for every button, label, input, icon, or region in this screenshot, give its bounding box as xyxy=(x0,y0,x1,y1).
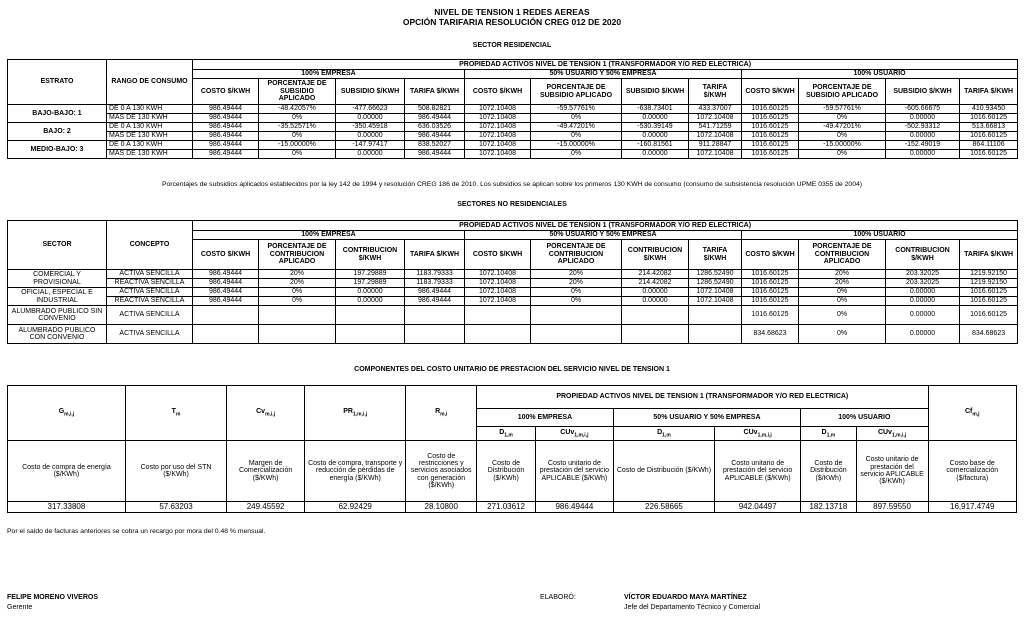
cell-porcentaje: 0% xyxy=(259,132,336,141)
cell-tarifa xyxy=(689,306,742,325)
value-cuv3: 897.59550 xyxy=(856,502,928,513)
cell-porcentaje: 0% xyxy=(799,132,886,141)
desc-cuv2: Costo unitario de prestación del servicio APLICABLE ($/KWh) xyxy=(715,441,801,502)
cell-porcentaje: 0% xyxy=(799,297,886,306)
desc-cuv3: Costo unitario de prestación del servicio APLICABLE ($/KWh) xyxy=(856,441,928,502)
cell-porcentaje: 20% xyxy=(799,279,886,288)
concepto-cell: ACTIVA SENCILLA xyxy=(107,288,193,297)
subcol-porcentaje: PORCENTAJE DE CONTRIBUCION APLICADO xyxy=(259,240,336,270)
cell-costo: 1016.60125 xyxy=(742,297,799,306)
rango-cell: MAS DE 130 KWH xyxy=(107,114,193,123)
cell-tarifa: 508.82821 xyxy=(405,105,465,114)
cell-costo: 1016.60125 xyxy=(742,141,799,150)
subcol-costo: COSTO $/KWH xyxy=(193,240,259,270)
sym-pr: $PR_{1,m,i,j}$ xyxy=(305,386,406,441)
cell-costo: 986.49444 xyxy=(193,297,259,306)
cell-tarifa: 541.71259 xyxy=(689,123,742,132)
cell-tarifa: 1016.60125 xyxy=(960,150,1018,159)
cell-costo: 986.49444 xyxy=(193,288,259,297)
cell-porcentaje: 0% xyxy=(531,114,622,123)
cell-tarifa: 1072.10408 xyxy=(689,297,742,306)
section-title-componentes: COMPONENTES DEL COSTO UNITARIO DE PRESTACION DEL SERVICIO NIVEL DE TENSION 1 xyxy=(354,366,670,373)
group-mixto: 50% USUARIO Y 50% EMPRESA xyxy=(613,409,800,427)
col-concepto: CONCEPTO xyxy=(107,221,193,270)
cell-subsidio: 0.00000 xyxy=(886,132,960,141)
cell-porcentaje: 0% xyxy=(259,114,336,123)
subcol-subsidio: SUBSIDIO $/KWH xyxy=(622,79,689,105)
subcol-tarifa: TARIFA $/KWH xyxy=(960,240,1018,270)
subcol-tarifa: TARIFA $/KWH xyxy=(405,240,465,270)
subcol-tarifa: TARIFA $/KWH xyxy=(960,79,1018,105)
subcol-tarifa: TARIFA $/KWH xyxy=(405,79,465,105)
cell-costo: 986.49444 xyxy=(193,150,259,159)
cell-tarifa: 864.11106 xyxy=(960,141,1018,150)
cell-subsidio: -530.39149 xyxy=(622,123,689,132)
value-cuv2: 942.04497 xyxy=(715,502,801,513)
elaboro-label: ELABORÓ: xyxy=(540,594,576,601)
non-residential-tariff-table xyxy=(7,220,1018,344)
sym-cuv: CUv$_{1,m,i,j}$ xyxy=(536,427,614,441)
cell-porcentaje: -15.00000% xyxy=(799,141,886,150)
sym-d: $D_{1,m}$ xyxy=(801,427,856,441)
cell-costo: 986.49444 xyxy=(193,132,259,141)
cell-costo: 1016.60125 xyxy=(742,150,799,159)
cell-subsidio: -638.73401 xyxy=(622,105,689,114)
cell-costo xyxy=(193,325,259,344)
cell-subsidio: 0.00000 xyxy=(886,150,960,159)
cell-tarifa: 986.49444 xyxy=(405,150,465,159)
cell-costo: 1016.60125 xyxy=(742,123,799,132)
sym-cuv: CUv$_{1,m,i,j}$ xyxy=(856,427,928,441)
table-row xyxy=(8,114,1018,123)
cell-subsidio: 0.00000 xyxy=(886,114,960,123)
cell-costo: 1072.10408 xyxy=(465,105,531,114)
table-row xyxy=(8,279,1018,288)
sym-t: $T_m$ xyxy=(125,386,226,441)
cell-subsidio: -477.66623 xyxy=(336,105,405,114)
value-d3: 182.13718 xyxy=(801,502,856,513)
mora-note: Por el saldo de facturas anteriores se cobra un recargo por mora del 0.48 % mensual. xyxy=(7,528,266,535)
cell-contribucion: 0.00000 xyxy=(622,288,689,297)
table-row xyxy=(8,270,1018,279)
table-row xyxy=(8,288,1018,297)
group-usuario: 100% USUARIO xyxy=(801,409,928,427)
sector-cell: OFICIAL, ESPECIAL E INDUSTRIAL xyxy=(8,288,107,306)
cell-tarifa: 1286.52490 xyxy=(689,279,742,288)
desc-pr: Costo de compra, transporte y reducción de pérdidas de energía ($/KWh) xyxy=(305,441,406,502)
estrato-cell: BAJO-BAJO: 1 xyxy=(8,105,107,123)
subcol-tarifa: TARIFA $/KWH xyxy=(689,240,742,270)
cell-porcentaje: 0% xyxy=(259,150,336,159)
value-cuv1: 986.49444 xyxy=(536,502,614,513)
value-t: 57.63203 xyxy=(125,502,226,513)
subcol-costo: COSTO $/KWH xyxy=(742,240,799,270)
cell-costo: 1016.60125 xyxy=(742,279,799,288)
group-empresa: 100% EMPRESA xyxy=(193,70,465,79)
cell-tarifa xyxy=(405,325,465,344)
residential-tariff-table xyxy=(7,59,1018,159)
subcol-porcentaje: PORCENTAJE DE SUBSIDIO APLICADO xyxy=(531,79,622,105)
cell-contribucion: 0.00000 xyxy=(886,325,960,344)
cell-contribucion: 0.00000 xyxy=(622,297,689,306)
cell-costo: 1016.60125 xyxy=(742,306,799,325)
cell-subsidio: -152.49019 xyxy=(886,141,960,150)
cell-tarifa: 986.49444 xyxy=(405,132,465,141)
cell-porcentaje: 0% xyxy=(799,114,886,123)
desc-d1: Costo de Distribución ($/KWh) xyxy=(477,441,536,502)
cell-contribucion: 0.00000 xyxy=(886,297,960,306)
subcol-costo: COSTO $/KWH xyxy=(465,79,531,105)
cell-tarifa: 1219.92150 xyxy=(960,279,1018,288)
cell-tarifa: 838.52027 xyxy=(405,141,465,150)
subcol-porcentaje: PORCENTAJE DE SUBSIDIO APLICADO xyxy=(259,79,336,105)
cell-costo: 1072.10408 xyxy=(465,141,531,150)
cell-tarifa: 1016.60125 xyxy=(960,132,1018,141)
cell-subsidio: 0.00000 xyxy=(336,150,405,159)
rango-cell: DE 0 A 130 KWH xyxy=(107,141,193,150)
signer-right-name: VÍCTOR EDUARDO MAYA MARTÍNEZ xyxy=(624,594,747,601)
desc-cf: Costo base de comercialización ($/factura) xyxy=(928,441,1016,502)
section-title-no-residencial: SECTORES NO RESIDENCIALES xyxy=(457,201,567,208)
subcol-costo: COSTO $/KWH xyxy=(465,240,531,270)
prop-header: PROPIEDAD ACTIVOS NIVEL DE TENSION 1 (TRANSFORMADOR Y/O RED ELECTRICA) xyxy=(477,386,928,409)
cell-contribucion: 0.00000 xyxy=(336,297,405,306)
page-title: NIVEL DE TENSION 1 REDES AEREAS xyxy=(434,7,590,17)
cell-tarifa: 1072.10408 xyxy=(689,114,742,123)
cell-tarifa: 911.28847 xyxy=(689,141,742,150)
cell-costo: 1072.10408 xyxy=(465,114,531,123)
subcol-contribucion: CONTRIBUCION $/KWH xyxy=(622,240,689,270)
concepto-cell: ACTIVA SENCILLA xyxy=(107,270,193,279)
cell-tarifa xyxy=(405,306,465,325)
subcol-contribucion: CONTRIBUCION $/KWH xyxy=(886,240,960,270)
sym-cuv: CUv$_{1,m,i,j}$ xyxy=(715,427,801,441)
cell-porcentaje: -48.42057% xyxy=(259,105,336,114)
sector-cell: ALUMBRADO PUBLICO SIN CONVENIO xyxy=(8,306,107,325)
cell-porcentaje: -15.00000% xyxy=(531,141,622,150)
cell-costo xyxy=(465,306,531,325)
rango-cell: MAS DE 130 KWH xyxy=(107,132,193,141)
table-row xyxy=(8,297,1018,306)
cell-porcentaje: -49.47201% xyxy=(799,123,886,132)
subcol-subsidio: SUBSIDIO $/KWH xyxy=(886,79,960,105)
cell-costo: 986.49444 xyxy=(193,123,259,132)
cell-porcentaje: 20% xyxy=(799,270,886,279)
cell-costo: 1072.10408 xyxy=(465,270,531,279)
sym-r: $R_{m,i}$ xyxy=(406,386,477,441)
cell-costo: 1072.10408 xyxy=(465,123,531,132)
cell-tarifa: 1016.60125 xyxy=(960,114,1018,123)
cell-tarifa: 1072.10408 xyxy=(689,150,742,159)
sym-cf: $Cf_{m,j}$ xyxy=(928,386,1016,441)
cell-tarifa: 1286.52490 xyxy=(689,270,742,279)
cell-costo: 986.49444 xyxy=(193,105,259,114)
cell-contribucion: 197.29889 xyxy=(336,270,405,279)
cell-tarifa: 433.37007 xyxy=(689,105,742,114)
concepto-cell: REACTIVA SENCILLA xyxy=(107,297,193,306)
group-empresa: 100% EMPRESA xyxy=(477,409,614,427)
subcol-porcentaje: PORCENTAJE DE SUBSIDIO APLICADO xyxy=(799,79,886,105)
cell-contribucion xyxy=(622,325,689,344)
sym-d: $D_{1,m}$ xyxy=(477,427,536,441)
cell-subsidio: -605.66675 xyxy=(886,105,960,114)
subcol-costo: COSTO $/KWH xyxy=(193,79,259,105)
col-estrato: ESTRATO xyxy=(8,60,107,105)
prop-header: PROPIEDAD ACTIVOS NIVEL DE TENSION 1 (TRANSFORMADOR Y/O RED ELECTRICA) xyxy=(193,60,1018,70)
cell-tarifa: 986.49444 xyxy=(405,288,465,297)
value-g: 317.33808 xyxy=(8,502,126,513)
prop-header: PROPIEDAD ACTIVOS NIVEL DE TENSION 1 (TRANSFORMADOR Y/O RED ELECTRICA) xyxy=(193,221,1018,231)
cell-tarifa: 1016.60125 xyxy=(960,288,1018,297)
group-mixto: 50% USUARIO Y 50% EMPRESA xyxy=(465,231,742,240)
sector-cell: ALUMBRADO PUBLICO CON CONVENIO xyxy=(8,325,107,344)
subcol-subsidio: SUBSIDIO $/KWH xyxy=(336,79,405,105)
cell-tarifa: 986.49444 xyxy=(405,114,465,123)
cell-contribucion xyxy=(622,306,689,325)
cell-tarifa: 834.68623 xyxy=(960,325,1018,344)
cell-costo: 1016.60125 xyxy=(742,105,799,114)
subcol-contribucion: CONTRIBUCION $/KWH xyxy=(336,240,405,270)
sym-cv: $Cv_{m,i,j}$ xyxy=(227,386,305,441)
estrato-cell: BAJO: 2 xyxy=(8,123,107,141)
cell-costo: 986.49444 xyxy=(193,114,259,123)
cell-porcentaje xyxy=(531,325,622,344)
cell-costo: 1072.10408 xyxy=(465,297,531,306)
cell-contribucion: 203.32025 xyxy=(886,279,960,288)
value-cf: 16,917.4749 xyxy=(928,502,1016,513)
cell-subsidio: 0.00000 xyxy=(336,114,405,123)
sym-d: $D_{1,m}$ xyxy=(613,427,714,441)
estrato-cell: MEDIO-BAJO: 3 xyxy=(8,141,107,159)
desc-t: Costo por uso del STN ($/KWh) xyxy=(125,441,226,502)
concepto-cell: ACTIVA SENCILLA xyxy=(107,306,193,325)
concepto-cell: REACTIVA SENCILLA xyxy=(107,279,193,288)
cell-porcentaje: -59.57761% xyxy=(799,105,886,114)
cell-costo: 1072.10408 xyxy=(465,132,531,141)
value-pr: 62.92429 xyxy=(305,502,406,513)
cell-tarifa: 1219.92150 xyxy=(960,270,1018,279)
sector-cell: COMERCIAL Y PROVISIONAL xyxy=(8,270,107,288)
page-subtitle: OPCIÓN TARIFARIA RESOLUCIÓN CREG 012 DE 2020 xyxy=(402,17,622,27)
cell-contribucion: 203.32025 xyxy=(886,270,960,279)
cell-subsidio: 0.00000 xyxy=(336,132,405,141)
cell-tarifa: 1072.10408 xyxy=(689,288,742,297)
cell-costo: 1072.10408 xyxy=(465,279,531,288)
cell-costo: 1016.60125 xyxy=(742,288,799,297)
cell-contribucion: 0.00000 xyxy=(886,306,960,325)
cell-costo: 1016.60125 xyxy=(742,132,799,141)
cell-subsidio: -350.45918 xyxy=(336,123,405,132)
cell-porcentaje: 0% xyxy=(259,297,336,306)
cell-porcentaje: 0% xyxy=(531,132,622,141)
cell-porcentaje xyxy=(531,306,622,325)
cell-porcentaje: 20% xyxy=(259,270,336,279)
cell-porcentaje xyxy=(259,325,336,344)
cell-porcentaje xyxy=(259,306,336,325)
cell-porcentaje: 0% xyxy=(799,325,886,344)
cell-subsidio: 0.00000 xyxy=(622,150,689,159)
cell-tarifa xyxy=(689,325,742,344)
subcol-porcentaje: PORCENTAJE DE CONTRIBUCION APLICADO xyxy=(531,240,622,270)
cell-tarifa: 410.93450 xyxy=(960,105,1018,114)
cell-porcentaje: -49.47201% xyxy=(531,123,622,132)
table-row xyxy=(8,123,1018,132)
desc-g: Costo de compra de energía ($/KWh) xyxy=(8,441,126,502)
desc-d2: Costo de Distribución ($/KWh) xyxy=(613,441,714,502)
cell-subsidio: -160.81561 xyxy=(622,141,689,150)
cell-porcentaje: 0% xyxy=(259,288,336,297)
cell-costo xyxy=(193,306,259,325)
cell-contribucion: 0.00000 xyxy=(336,288,405,297)
table-row xyxy=(8,132,1018,141)
subcol-costo: COSTO $/KWH xyxy=(742,79,799,105)
cell-costo: 986.49444 xyxy=(193,141,259,150)
cell-porcentaje: 0% xyxy=(531,297,622,306)
subsidy-note: Porcentajes de subsidios aplicados establecidos por la ley 142 de 1994 y resolución CREG 186 de 2010. Los subsidios se aplican sobre los primeros 130 KWH de consumo (consumo de subsistencia resolución UPME 0355 de 2004) xyxy=(161,181,863,188)
subcol-porcentaje: PORCENTAJE DE CONTRIBUCION APLICADO xyxy=(799,240,886,270)
table-row xyxy=(8,306,1018,325)
desc-cv: Margen de Comercialización ($/KWh) xyxy=(227,441,305,502)
cell-costo: 1072.10408 xyxy=(465,288,531,297)
desc-r: Costo de restricciones y servicios asociados con generación ($/KWh) xyxy=(406,441,477,502)
cell-costo: 1072.10408 xyxy=(465,150,531,159)
value-d2: 226.58665 xyxy=(613,502,714,513)
rango-cell: DE 0 A 130 KWH xyxy=(107,105,193,114)
cell-contribucion: 0.00000 xyxy=(886,288,960,297)
cell-contribucion xyxy=(336,325,405,344)
rango-cell: MAS DE 130 KWH xyxy=(107,150,193,159)
table-row xyxy=(8,150,1018,159)
cell-tarifa: 636.03526 xyxy=(405,123,465,132)
value-r: 28.10800 xyxy=(406,502,477,513)
section-title-residencial: SECTOR RESIDENCIAL xyxy=(472,42,552,49)
cell-tarifa: 1016.60125 xyxy=(960,306,1018,325)
table-row xyxy=(8,105,1018,114)
cell-costo: 986.49444 xyxy=(193,279,259,288)
cell-tarifa: 1072.10408 xyxy=(689,132,742,141)
cell-porcentaje: -35.52571% xyxy=(259,123,336,132)
cell-subsidio: -147.97417 xyxy=(336,141,405,150)
cell-porcentaje: 0% xyxy=(799,288,886,297)
signer-left-name: FELIPE MORENO VIVEROS xyxy=(7,594,99,601)
cell-porcentaje: 0% xyxy=(531,288,622,297)
cell-costo: 834.68623 xyxy=(742,325,799,344)
cell-porcentaje: 0% xyxy=(799,150,886,159)
cell-contribucion: 214.42082 xyxy=(622,270,689,279)
cell-tarifa: 986.49444 xyxy=(405,297,465,306)
cell-subsidio: 0.00000 xyxy=(622,114,689,123)
concepto-cell: ACTIVA SENCILLA xyxy=(107,325,193,344)
sym-g: $G_{m,i,j}$ xyxy=(8,386,126,441)
cell-tarifa: 1016.60125 xyxy=(960,297,1018,306)
cell-porcentaje: 20% xyxy=(531,279,622,288)
cell-costo: 1016.60125 xyxy=(742,270,799,279)
table-row xyxy=(8,325,1018,344)
cost-components-table xyxy=(7,385,1017,513)
signer-left-role: Gerente xyxy=(7,604,33,611)
table-row xyxy=(8,141,1018,150)
signer-right-role: Jefe del Departamento Técnico y Comercial xyxy=(624,604,761,611)
cell-contribucion: 197.29889 xyxy=(336,279,405,288)
desc-cuv1: Costo unitario de prestación del servicio APLICABLE ($/KWh) xyxy=(536,441,614,502)
group-usuario: 100% USUARIO xyxy=(742,231,1018,240)
cell-costo: 986.49444 xyxy=(193,270,259,279)
cell-tarifa: 1183.79333 xyxy=(405,270,465,279)
cell-porcentaje: 0% xyxy=(799,306,886,325)
cell-contribucion xyxy=(336,306,405,325)
subcol-tarifa: TARIFA $/KWH xyxy=(689,79,742,105)
cell-costo: 1016.60125 xyxy=(742,114,799,123)
cell-porcentaje: 0% xyxy=(531,150,622,159)
value-d1: 271.03612 xyxy=(477,502,536,513)
cell-porcentaje: 20% xyxy=(531,270,622,279)
cell-costo xyxy=(465,325,531,344)
group-usuario: 100% USUARIO xyxy=(742,70,1018,79)
cell-subsidio: 0.00000 xyxy=(622,132,689,141)
cell-porcentaje: -59.57761% xyxy=(531,105,622,114)
cell-tarifa: 513.66813 xyxy=(960,123,1018,132)
group-empresa: 100% EMPRESA xyxy=(193,231,465,240)
cell-porcentaje: -15.00000% xyxy=(259,141,336,150)
cell-tarifa: 1183.79333 xyxy=(405,279,465,288)
col-sector: SECTOR xyxy=(8,221,107,270)
value-cv: 249.45592 xyxy=(227,502,305,513)
col-rango: RANGO DE CONSUMO xyxy=(107,60,193,105)
cell-contribucion: 214.42082 xyxy=(622,279,689,288)
group-mixto: 50% USUARIO Y 50% EMPRESA xyxy=(465,70,742,79)
rango-cell: DE 0 A 130 KWH xyxy=(107,123,193,132)
cell-porcentaje: 20% xyxy=(259,279,336,288)
cell-subsidio: -502.93312 xyxy=(886,123,960,132)
desc-d3: Costo de Distribución ($/KWh) xyxy=(801,441,856,502)
